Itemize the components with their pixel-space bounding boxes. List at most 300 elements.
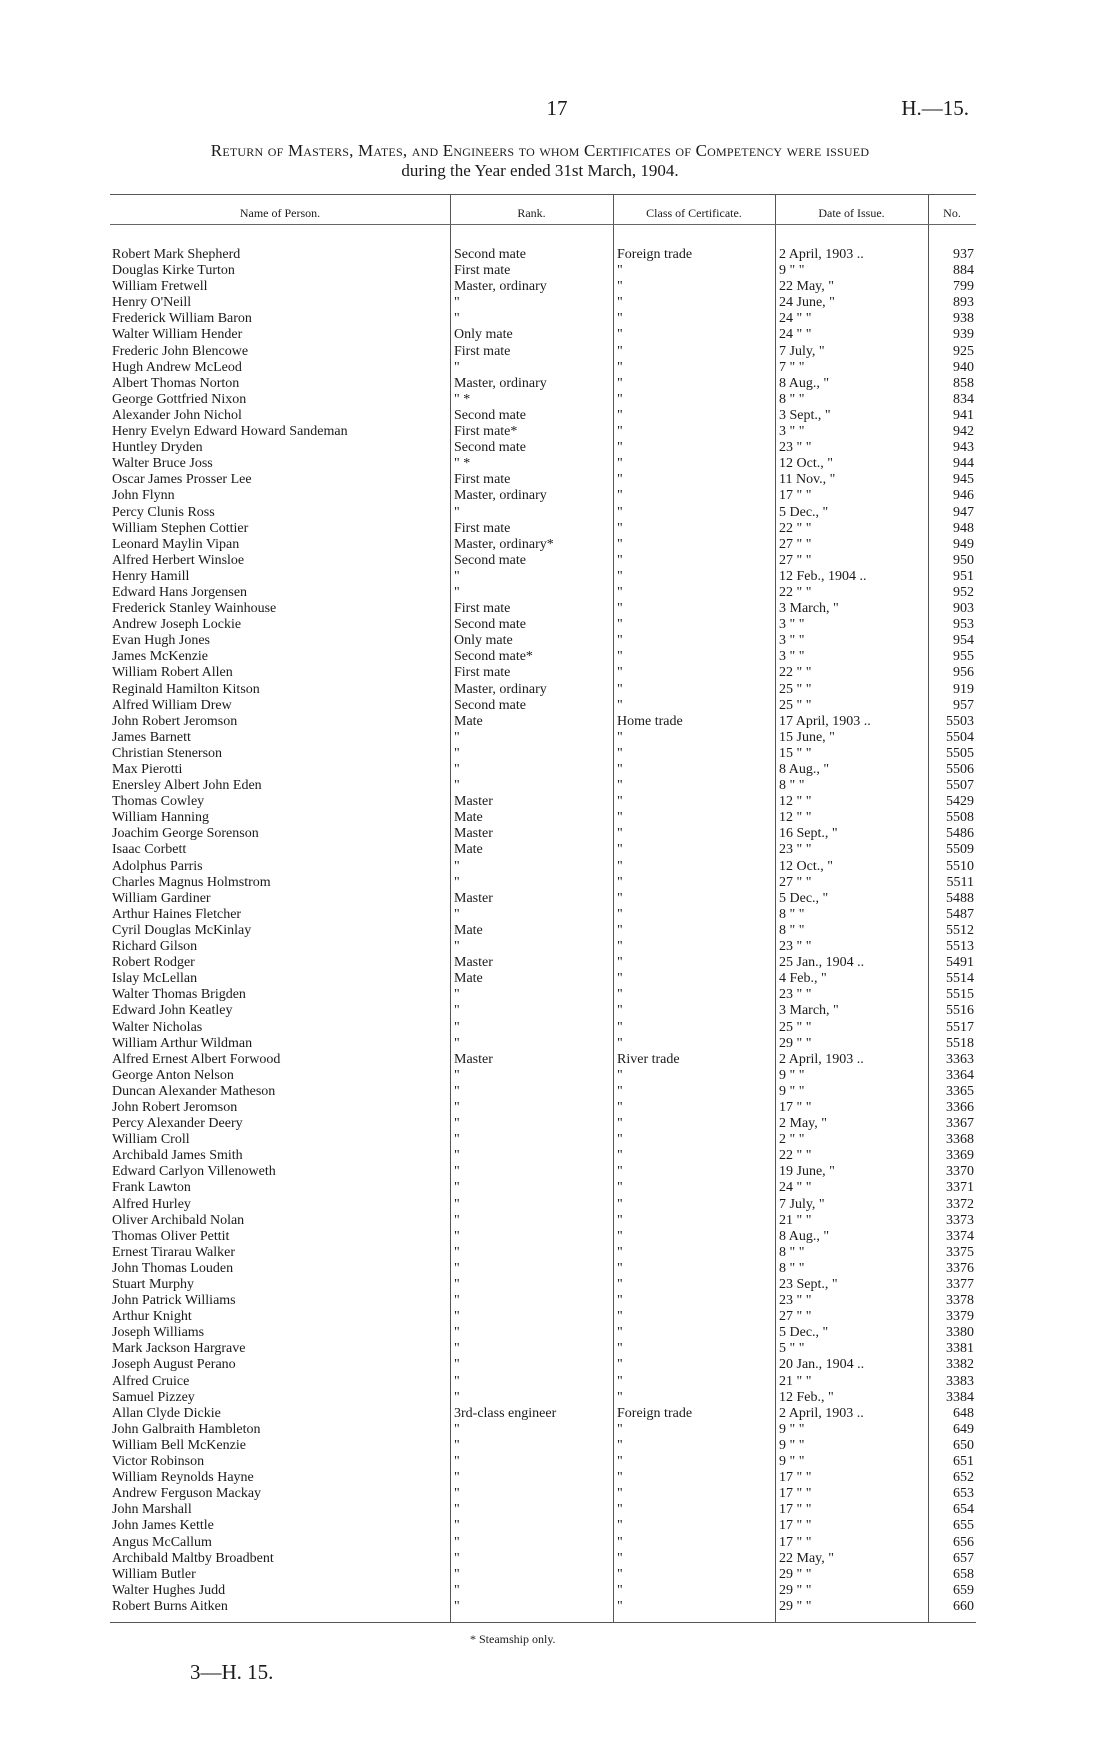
title-line-2: during the Year ended 31st March, 1904. [401, 161, 679, 180]
cell-number: 5511 [946, 874, 974, 890]
cell-rank: Mate [454, 810, 483, 826]
cell-rank: Second mate [454, 552, 526, 568]
cell-rank: 3rd-class engineer [454, 1405, 557, 1421]
table-row [110, 279, 976, 295]
cell-number: 951 [953, 568, 974, 584]
cell-rank: " [454, 762, 460, 777]
cell-rank: " [454, 1293, 460, 1309]
cell-date: 9 " " [779, 1421, 805, 1437]
table-row [110, 1180, 976, 1196]
cell-class: " [617, 1293, 623, 1309]
cell-class: " [617, 1035, 623, 1051]
cell-number: 949 [953, 536, 974, 552]
table-row [110, 762, 976, 778]
cell-name: Archibald Maltby Broadbent [112, 1550, 274, 1566]
cell-class: " [617, 1180, 623, 1196]
cell-number: 944 [953, 456, 974, 472]
table-bottom-rule [110, 1622, 976, 1623]
cell-number: 3374 [946, 1228, 974, 1244]
cell-name: George Gottfried Nixon [112, 391, 247, 407]
cell-number: 5504 [946, 729, 974, 745]
table-row [110, 263, 976, 279]
cell-name: William Hanning [112, 810, 210, 826]
table-row [110, 1020, 976, 1036]
footnote: * Steamship only. [470, 1632, 556, 1646]
cell-class: " [617, 1341, 623, 1357]
cell-number: 3382 [946, 1357, 974, 1373]
table-row [110, 633, 976, 649]
cell-class: " [617, 1309, 623, 1325]
cell-name: Joseph August Perano [112, 1357, 236, 1373]
cell-rank: " [454, 1260, 460, 1276]
cell-rank: Master, ordinary* [454, 536, 554, 552]
cell-date: 17 " " [779, 488, 812, 504]
cell-name: John Flynn [112, 488, 175, 504]
cell-rank: First mate [454, 665, 511, 681]
cell-class: " [617, 745, 623, 761]
cell-name: Richard Gilson [112, 939, 198, 955]
cell-rank: " [454, 1309, 460, 1325]
cell-date: 24 June, " [779, 295, 835, 311]
cell-date: 3 " " [779, 617, 805, 633]
cell-rank: " [454, 1212, 460, 1228]
table-row [110, 376, 976, 392]
cell-number: 653 [953, 1486, 974, 1502]
cell-class: " [617, 681, 623, 697]
cell-rank: " [454, 504, 460, 520]
column-header-rank: Rank. [517, 206, 546, 220]
cell-name: Henry Hamill [112, 568, 190, 584]
cell-number: 651 [953, 1454, 974, 1470]
cell-class: " [617, 520, 623, 536]
cell-date: 8 " " [779, 778, 805, 794]
cell-date: 12 Oct., " [779, 858, 833, 874]
cell-date: 8 " " [779, 922, 805, 938]
cell-number: 5517 [946, 1019, 974, 1035]
table-row [110, 1470, 976, 1486]
cell-name: William Robert Allen [112, 665, 233, 681]
cell-name: Max Pierotti [112, 762, 183, 777]
table-row [110, 1003, 976, 1019]
cell-date: 9 " " [779, 263, 805, 279]
cell-number: 5487 [946, 906, 974, 922]
table-row [110, 1100, 976, 1116]
cell-number: 3364 [946, 1067, 974, 1083]
cell-name: John Robert Jeromson [112, 713, 238, 729]
cell-rank: " [454, 1148, 460, 1164]
table-row [110, 955, 976, 971]
cell-name: Samuel Pizzey [112, 1389, 195, 1405]
cell-number: 938 [953, 311, 974, 327]
cell-number: 893 [953, 295, 974, 311]
cell-class: " [617, 1598, 623, 1614]
cell-name: John James Kettle [112, 1518, 214, 1534]
cell-name: John Thomas Louden [112, 1260, 234, 1276]
table-row [110, 1567, 976, 1583]
cell-name: Arthur Haines Fletcher [112, 906, 242, 922]
cell-name: William Gardiner [112, 890, 211, 906]
cell-number: 884 [953, 263, 974, 279]
cell-number: 5429 [946, 794, 974, 810]
cell-name: Frank Lawton [112, 1180, 191, 1196]
cell-number: 3367 [946, 1116, 974, 1132]
cell-name: William Stephen Cottier [112, 520, 249, 536]
cell-number: 941 [953, 407, 974, 423]
cell-name: Oscar James Prosser Lee [112, 472, 252, 488]
cell-rank: " [454, 987, 460, 1003]
cell-class: " [617, 311, 623, 327]
cell-rank: Master [454, 826, 493, 842]
header-bottom-rule [110, 224, 976, 225]
cell-rank: " [454, 1116, 460, 1132]
cell-class: " [617, 456, 623, 472]
cell-rank: " [454, 1421, 460, 1437]
cell-number: 903 [953, 601, 974, 617]
cell-class: " [617, 1260, 623, 1276]
table-row [110, 1164, 976, 1180]
cell-date: 17 " " [779, 1470, 812, 1486]
cell-rank: " [454, 1437, 460, 1453]
cell-class: " [617, 1244, 623, 1260]
cell-date: 5 " " [779, 1341, 805, 1357]
table-row [110, 923, 976, 939]
cell-number: 957 [953, 697, 974, 713]
cell-number: 3369 [946, 1148, 974, 1164]
cell-rank: First mate [454, 472, 511, 488]
cell-number: 3366 [946, 1099, 974, 1115]
cell-class: " [617, 617, 623, 633]
cell-rank: " [454, 1325, 460, 1341]
cell-number: 3383 [946, 1373, 974, 1389]
cell-date: 23 " " [779, 842, 812, 858]
cell-name: Walter Hughes Judd [112, 1582, 226, 1598]
table-row [110, 907, 976, 923]
cell-date: 9 " " [779, 1083, 805, 1099]
table-row [110, 1374, 976, 1390]
cell-class: " [617, 874, 623, 890]
cell-name: John Galbraith Hambleton [112, 1421, 261, 1437]
cell-date: 25 " " [779, 681, 812, 697]
cell-date: 29 " " [779, 1035, 812, 1051]
cell-date: 4 Feb., " [779, 971, 827, 987]
cell-name: Walter Bruce Joss [112, 456, 213, 472]
table-row [110, 665, 976, 681]
table-row [110, 585, 976, 601]
table-row [110, 1502, 976, 1518]
cell-name: Walter William Hender [112, 327, 243, 343]
cell-rank: Second mate [454, 407, 526, 423]
cell-number: 3380 [946, 1325, 974, 1341]
cell-date: 3 " " [779, 649, 805, 665]
cell-date: 5 Dec., " [779, 504, 829, 520]
cell-class: " [617, 327, 623, 343]
cell-name: Alfred Herbert Winsloe [112, 552, 245, 568]
cell-number: 954 [953, 633, 974, 649]
cell-date: 8 " " [779, 906, 805, 922]
table-row [110, 826, 976, 842]
cell-date: 21 " " [779, 1212, 812, 1228]
cell-rank: " [454, 1180, 460, 1196]
cell-number: 5508 [946, 810, 974, 826]
cell-name: Charles Magnus Holmstrom [112, 874, 271, 890]
cell-number: 3376 [946, 1260, 974, 1276]
cell-name: John Marshall [112, 1502, 192, 1518]
cell-class: " [617, 536, 623, 552]
cell-number: 925 [953, 343, 974, 359]
cell-date: 2 April, 1903 .. [779, 1405, 864, 1421]
table-row [110, 1551, 976, 1567]
cell-date: 24 " " [779, 311, 812, 327]
table-row [110, 971, 976, 987]
cell-number: 947 [953, 504, 974, 520]
cell-number: 660 [953, 1598, 974, 1614]
cell-name: Duncan Alexander Matheson [112, 1083, 276, 1099]
cell-number: 858 [953, 375, 974, 391]
cell-rank: Mate [454, 922, 483, 938]
cell-date: 9 " " [779, 1067, 805, 1083]
cell-date: 22 " " [779, 1148, 812, 1164]
cell-name: Joachim George Sorenson [112, 826, 259, 842]
cell-class: " [617, 295, 623, 311]
cell-date: 7 " " [779, 359, 805, 375]
cell-number: 5507 [946, 778, 974, 794]
cell-rank: " [454, 1019, 460, 1035]
cell-name: Evan Hugh Jones [112, 633, 210, 649]
cell-name: Alfred Cruice [112, 1373, 190, 1389]
cell-class: " [617, 1067, 623, 1083]
cell-name: Edward John Keatley [112, 1003, 233, 1019]
cell-number: 5514 [946, 971, 974, 987]
cell-name: John Robert Jeromson [112, 1099, 238, 1115]
table-row [110, 424, 976, 440]
cell-name: Walter Thomas Brigden [112, 987, 246, 1003]
cell-date: 17 " " [779, 1518, 812, 1534]
table-row [110, 1213, 976, 1229]
cell-class: " [617, 1148, 623, 1164]
table-row [110, 521, 976, 537]
table-row [110, 505, 976, 521]
cell-number: 953 [953, 617, 974, 633]
table-row [110, 1245, 976, 1261]
cell-date: 20 Jan., 1904 .. [779, 1357, 865, 1373]
table-row [110, 456, 976, 472]
table-row [110, 698, 976, 714]
cell-name: Stuart Murphy [112, 1277, 195, 1292]
cell-rank: " [454, 1454, 460, 1470]
cell-number: 956 [953, 665, 974, 681]
cell-date: 23 Sept., " [779, 1277, 838, 1292]
cell-rank: " [454, 1566, 460, 1582]
cell-class: Foreign trade [617, 1405, 693, 1421]
cell-number: 654 [953, 1502, 974, 1518]
cell-date: 2 April, 1903 .. [779, 247, 864, 262]
cell-class: " [617, 858, 623, 874]
cell-name: Allan Clyde Dickie [112, 1405, 221, 1421]
table-row [110, 392, 976, 408]
cell-name: Christian Stenerson [112, 745, 223, 761]
cell-name: Victor Robinson [112, 1454, 205, 1470]
cell-rank: " [454, 939, 460, 955]
cell-number: 3375 [946, 1244, 974, 1260]
cell-class: " [617, 504, 623, 520]
cell-name: James McKenzie [112, 649, 209, 665]
cell-date: 7 July, " [779, 1196, 825, 1212]
cell-name: Robert Mark Shepherd [112, 247, 241, 262]
cell-class: " [617, 729, 623, 745]
cell-rank: " [454, 1550, 460, 1566]
cell-date: 23 " " [779, 987, 812, 1003]
cell-name: Isaac Corbett [112, 842, 187, 858]
table-row [110, 247, 976, 263]
cell-rank: Master [454, 1051, 493, 1067]
cell-number: 799 [953, 279, 974, 295]
cell-class: " [617, 601, 623, 617]
cell-number: 657 [953, 1550, 974, 1566]
cell-date: 17 " " [779, 1534, 812, 1550]
cell-rank: " [454, 874, 460, 890]
cell-number: 945 [953, 472, 974, 488]
cell-class: " [617, 1502, 623, 1518]
cell-name: Walter Nicholas [112, 1019, 203, 1035]
cell-class: " [617, 584, 623, 600]
cell-date: 25 Jan., 1904 .. [779, 955, 865, 971]
cell-class: " [617, 1454, 623, 1470]
table-row [110, 842, 976, 858]
cell-class: " [617, 1357, 623, 1373]
cell-class: " [617, 1373, 623, 1389]
cell-class: " [617, 375, 623, 391]
cell-name: Ernest Tirarau Walker [112, 1244, 236, 1260]
table-row [110, 1390, 976, 1406]
table-row [110, 472, 976, 488]
table-row [110, 601, 976, 617]
cell-rank: " [454, 1389, 460, 1405]
cell-number: 946 [953, 488, 974, 504]
cell-date: 24 " " [779, 1180, 812, 1196]
cell-date: 22 May, " [779, 279, 834, 295]
cell-rank: " [454, 1099, 460, 1115]
table-row [110, 1422, 976, 1438]
cell-class: " [617, 1550, 623, 1566]
cell-number: 3370 [946, 1164, 974, 1180]
cell-class: " [617, 697, 623, 713]
cell-class: " [617, 955, 623, 971]
cell-number: 5488 [946, 890, 974, 906]
cell-rank: " [454, 1003, 460, 1019]
table-row [110, 1518, 976, 1534]
document-reference: H.—15. [901, 96, 969, 120]
table-row [110, 553, 976, 569]
cell-rank: Second mate [454, 697, 526, 713]
cell-class: " [617, 1325, 623, 1341]
table-row [110, 1341, 976, 1357]
cell-date: 8 " " [779, 1260, 805, 1276]
cell-date: 23 " " [779, 1293, 812, 1309]
cell-class: " [617, 987, 623, 1003]
cell-class: " [617, 1582, 623, 1598]
cell-name: Frederick Stanley Wainhouse [112, 601, 277, 617]
cell-date: 8 " " [779, 391, 805, 407]
cell-number: 943 [953, 440, 974, 456]
table-row [110, 1132, 976, 1148]
cell-class: " [617, 1212, 623, 1228]
cell-class: " [617, 391, 623, 407]
table-row [110, 344, 976, 360]
cell-number: 5515 [946, 987, 974, 1003]
cell-name: Alfred Hurley [112, 1196, 191, 1212]
cell-number: 658 [953, 1566, 974, 1582]
cell-class: " [617, 1116, 623, 1132]
table-row [110, 1293, 976, 1309]
cell-rank: Master [454, 890, 493, 906]
cell-name: Andrew Joseph Lockie [112, 617, 242, 633]
cell-class: Home trade [617, 713, 683, 729]
table-row [110, 440, 976, 456]
cell-date: 25 " " [779, 1019, 812, 1035]
cell-rank: " [454, 1486, 460, 1502]
cell-rank: Second mate [454, 440, 526, 456]
cell-name: Oliver Archibald Nolan [112, 1212, 245, 1228]
cell-rank: Only mate [454, 633, 513, 649]
cell-number: 948 [953, 520, 974, 536]
cell-class: " [617, 1164, 623, 1180]
table-row [110, 1197, 976, 1213]
cell-number: 648 [953, 1405, 974, 1421]
cell-date: 15 June, " [779, 729, 835, 745]
table-row [110, 360, 976, 376]
cell-rank: " [454, 1244, 460, 1260]
table-row [110, 617, 976, 633]
cell-rank: Second mate* [454, 649, 533, 665]
cell-class: " [617, 1132, 623, 1148]
cell-rank: " [454, 1228, 460, 1244]
table-row [110, 537, 976, 553]
cell-name: Douglas Kirke Turton [112, 263, 235, 279]
cell-rank: " [454, 858, 460, 874]
table-row [110, 327, 976, 343]
table-row [110, 1325, 976, 1341]
cell-name: Enersley Albert John Eden [112, 778, 262, 794]
cell-number: 3363 [946, 1051, 974, 1067]
cell-name: Islay McLellan [112, 971, 198, 987]
cell-rank: " [454, 1598, 460, 1614]
cell-number: 656 [953, 1534, 974, 1550]
cell-date: 3 March, " [779, 601, 839, 617]
cell-number: 3378 [946, 1293, 974, 1309]
cell-number: 955 [953, 649, 974, 665]
cell-date: 27 " " [779, 552, 812, 568]
cell-rank: " [454, 1470, 460, 1486]
cell-name: Edward Hans Jorgensen [112, 584, 248, 600]
cell-name: Cyril Douglas McKinlay [112, 922, 252, 938]
cell-class: " [617, 762, 623, 777]
cell-class: " [617, 1099, 623, 1115]
cell-class: " [617, 665, 623, 681]
cell-rank: Mate [454, 971, 483, 987]
cell-date: 23 " " [779, 440, 812, 456]
cell-class: " [617, 1196, 623, 1212]
cell-number: 5512 [946, 922, 974, 938]
cell-class: " [617, 922, 623, 938]
cell-date: 15 " " [779, 745, 812, 761]
cell-name: Archibald James Smith [112, 1148, 243, 1164]
cell-class: " [617, 1277, 623, 1292]
table-row [110, 408, 976, 424]
table-row [110, 1036, 976, 1052]
cell-date: 12 " " [779, 810, 812, 826]
cell-name: Frederick William Baron [112, 311, 252, 327]
cell-number: 659 [953, 1582, 974, 1598]
